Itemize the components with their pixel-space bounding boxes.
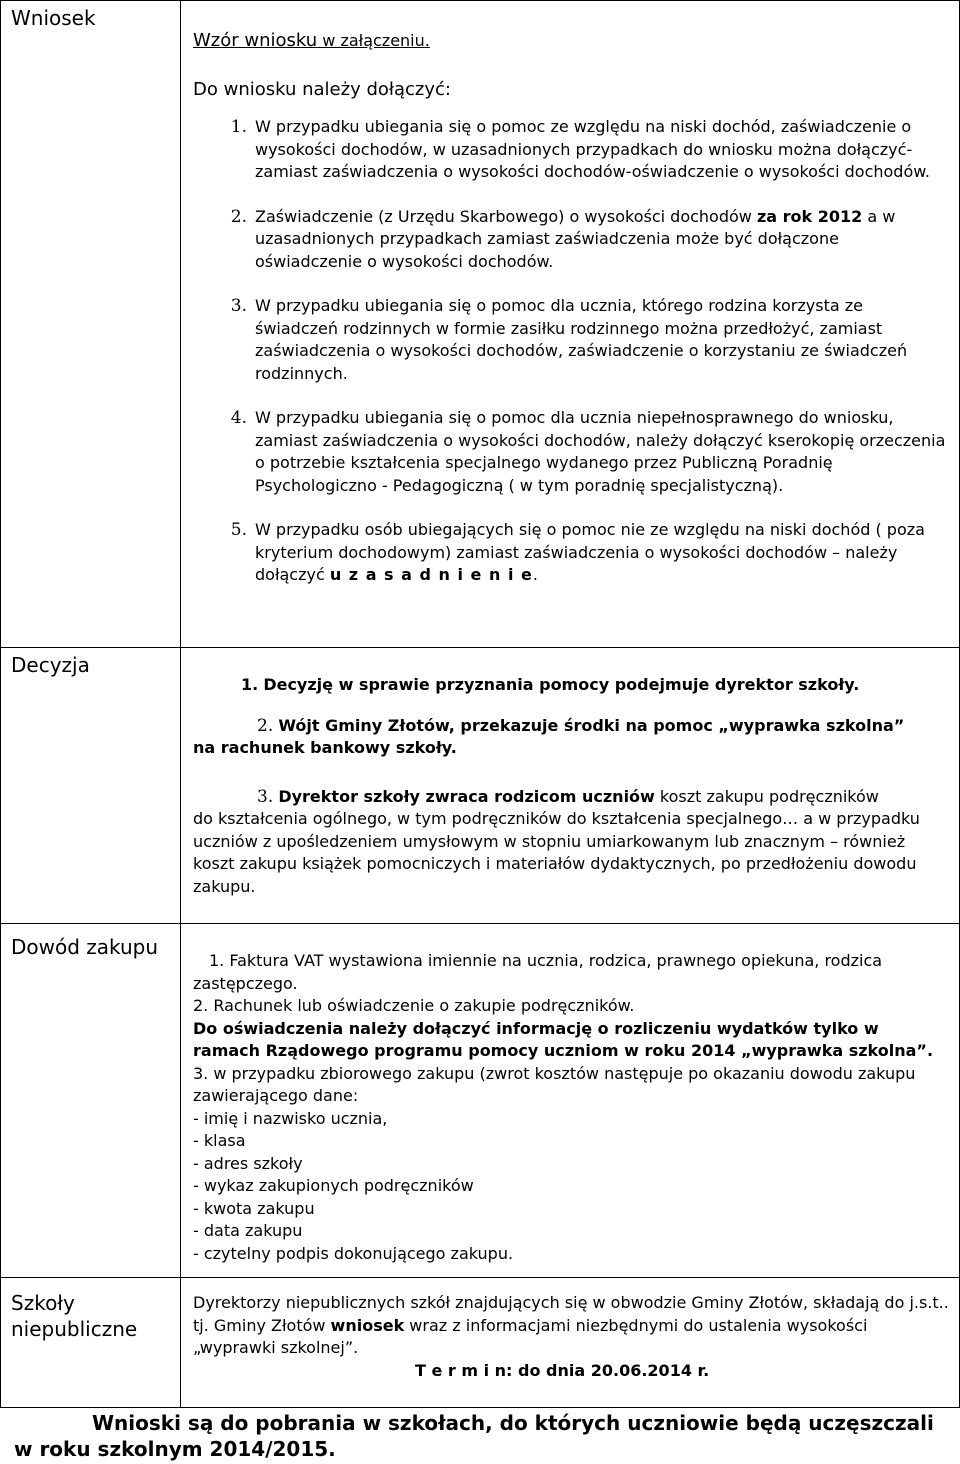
dowod-line-1: 1. Faktura VAT wystawiona imiennie na ucznia, rodzica, prawnego opiekuna, rodzica zastępczego. — [193, 951, 883, 993]
dowod-list-item: - wykaz zakupionych podręczników — [193, 1176, 474, 1195]
decyzja-item-3: 3. Dyrektor szkoły zwraca rodzicom uczniów koszt zakupu podręczników — [257, 786, 879, 807]
list-item: 1. W przypadku ubiegania się o pomoc ze względu na niski dochód, zaświadczenie o wysokości dochodów, w uzasadnionych przypadkach do wniosku można dołączyć-zamiast zaświadczenia o wysokości dochodów-oświadczenie o wysokości dochodów. — [230, 117, 930, 181]
row-dowod-zakupu — [1, 924, 960, 1278]
label-dowod-zakupu: Dowód zakupu — [1, 924, 181, 1278]
row-szkoly-niepubliczne — [1, 1278, 960, 1408]
attach-heading: Do wniosku należy dołączyć: — [193, 79, 451, 100]
row-wniosek — [1, 1, 960, 648]
template-line — [193, 29, 951, 53]
dowod-list-item: - adres szkoły — [193, 1153, 303, 1173]
template-suffix: w załączeniu. — [317, 31, 430, 50]
label-decyzja: Decyzja — [1, 648, 181, 924]
dowod-line-4: 3. w przypadku zbiorowego zakupu (zwrot kosztów następuje po okazaniu dowodu zakupu zawierającego dane: — [193, 1063, 916, 1105]
decyzja-item-2: 2. Wójt Gminy Złotów, przekazuje środki na pomoc „wyprawka szkolna” — [257, 715, 905, 736]
szkoly-text: Dyrektorzy niepublicznych szkół znajdujących się w obwodzie Gminy Złotów, składają do j.s.t.. tj. Gminy Złotów wniosek wraz z informacjami niezbędnymi do ustalenia wysokości „wyprawki szkolnej”. — [193, 1293, 949, 1357]
dowod-list-item: - data zakupu — [193, 1221, 303, 1240]
label-szkoly: Szkoły — [11, 1291, 75, 1315]
list-item: 3. W przypadku ubiegania się o pomoc dla ucznia, którego rodzina korzysta ze świadczeń rodzinnych w formie zasiłku rodzinnego można przedłożyć, zamiast zaświadczenia o wysokości dochodów, zaświadczenie o korzystaniu ze świadczeń rodzinnych. — [230, 296, 908, 383]
list-item: 4. W przypadku ubiegania się o pomoc dla ucznia niepełnosprawnego do wniosku, zamiast zaświadczenia o wysokości dochodów, należy dołączyć kserokopię orzeczenia o potrzebie kształcenia specjalnego wydanego przez Publiczną Poradnię Psychologiczno - Pedagogiczną ( w tym poradnię specjalistyczną). — [230, 408, 946, 495]
footer-note: Wnioski są do pobrania w szkołach, do których uczniowie będą uczęszczali w roku szkolnym 2014/2015. — [14, 1411, 934, 1461]
dowod-list-item: - klasa — [193, 1131, 246, 1150]
decyzja-item-1: 1. Decyzję w sprawie przyznania pomocy podejmuje dyrektor szkoły. — [241, 675, 860, 694]
dowod-line-2: 2. Rachunek lub oświadczenie o zakupie podręczników. — [193, 996, 635, 1015]
dowod-list-item: - czytelny podpis dokonującego zakupu. — [193, 1243, 514, 1263]
list-item: 5. W przypadku osób ubiegających się o pomoc nie ze względu na niski dochód ( poza kryterium dochodowym) zamiast zaświadczenia o wysokości dochodów – należy dołączyć u z a s a d n i e n i e. — [230, 520, 925, 584]
dowod-list-item: - imię i nazwisko ucznia, — [193, 1108, 388, 1128]
label-wniosek: Wniosek — [1, 1, 181, 648]
dowod-list-item: - kwota zakupu — [193, 1198, 315, 1218]
szkoly-term: T e r m i n: do dnia 20.06.2014 r. — [415, 1360, 710, 1380]
list-item: 2. Zaświadczenie (z Urzędu Skarbowego) o wysokości dochodów za rok 2012 a w uzasadnionych przypadkach zamiast zaświadczenia może być dołączone oświadczenie o wysokości dochodów. — [230, 206, 896, 271]
template-link[interactable]: Wzór wniosku — [193, 30, 318, 51]
decyzja-item-3-cont: do kształcenia ogólnego, w tym podręczników do kształcenia specjalnego… a w przypadku uczniów z upośledzeniem umysłowym w stopniu umiarkowanym lub znacznym – również koszt zakupu książek pomocniczych i materiałów dydaktycznych, po przedłożeniu dowodu zakupu. — [193, 809, 920, 896]
decyzja-item-2-cont: na rachunek bankowy szkoły. — [193, 738, 457, 757]
label-niepubliczne: niepubliczne — [11, 1317, 138, 1341]
row-decyzja — [1, 648, 960, 924]
dowod-line-3: Do oświadczenia należy dołączyć informację o rozliczeniu wydatków tylko w ramach Rządowego programu pomocy uczniom w roku 2014 „wyprawka szkolna”. — [193, 1018, 934, 1060]
